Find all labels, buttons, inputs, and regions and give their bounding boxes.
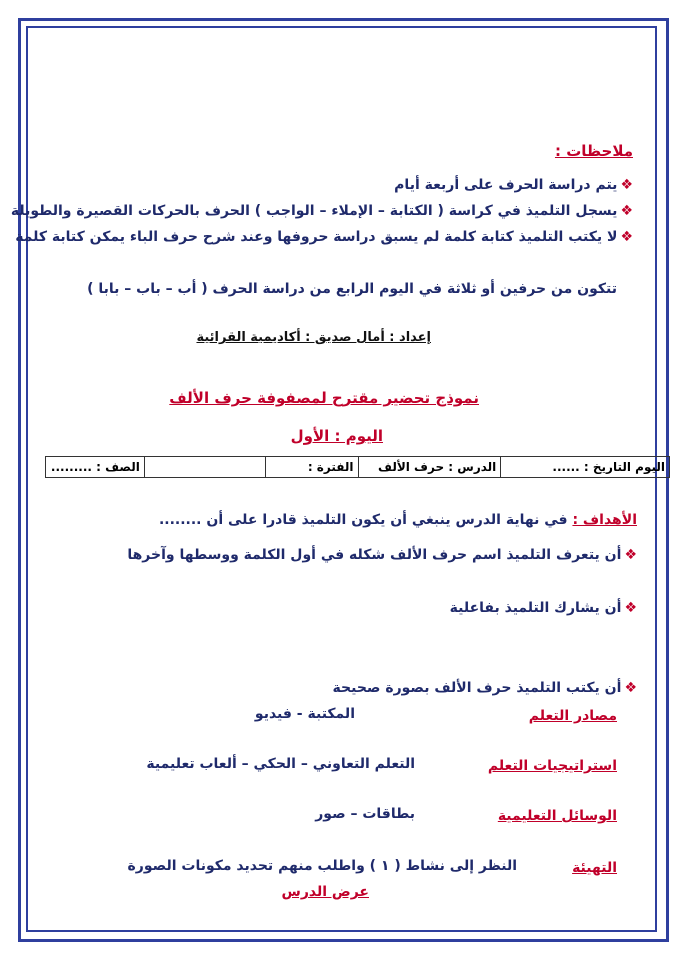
note-item: ❖لا يكتب التلميذ كتابة كلمة لم يسبق دراسة حروفها وعند شرح حرف الباء يمكن كتابة كلمة bbox=[15, 229, 633, 245]
note-continuation: تتكون من حرفين أو ثلاثة في اليوم الرابع من دراسة الحرف ( أب – باب – بابا ) bbox=[87, 281, 617, 297]
diamond-bullet-icon: ❖ bbox=[620, 177, 633, 193]
goals-line bbox=[159, 512, 637, 528]
goal-item: ❖أن يكتب التلميذ حرف الألف بصورة صحيحة bbox=[332, 680, 637, 696]
learning-resources-label: مصادر التعلم bbox=[528, 708, 617, 724]
diamond-bullet-icon: ❖ bbox=[624, 547, 637, 563]
lesson-info-table bbox=[45, 456, 670, 478]
warmup-label: التهيئة bbox=[572, 860, 617, 876]
goal-item: ❖أن يتعرف التلميذ اسم حرف الألف شكله في أول الكلمة ووسطها وآخرها bbox=[127, 547, 637, 563]
warmup-value: النظر إلى نشاط ( ١ ) واطلب منهم تحديد مكونات الصورة bbox=[127, 858, 517, 874]
goal-item: ❖أن يشارك التلميذ بفاعلية bbox=[449, 600, 637, 616]
diamond-bullet-icon: ❖ bbox=[624, 600, 637, 616]
learning-resources-value: المكتبة - فيديو bbox=[254, 706, 355, 722]
info-day-date: اليوم التاريخ : ...... bbox=[500, 457, 669, 477]
learning-strategies-label: استراتيجيات التعلم bbox=[487, 758, 617, 774]
info-lesson: الدرس : حرف الألف bbox=[358, 457, 501, 477]
notes-heading: ملاحظات : bbox=[554, 142, 633, 160]
model-title: نموذج تحضير مقترح لمصفوفة حرف الألف bbox=[169, 389, 479, 407]
page-border-inner bbox=[26, 26, 657, 932]
diamond-bullet-icon: ❖ bbox=[620, 229, 633, 245]
info-empty bbox=[144, 457, 265, 477]
diamond-bullet-icon: ❖ bbox=[620, 203, 633, 219]
note-item: ❖يسجل التلميذ في كراسة ( الكتابة – الإملاء – الواجب ) الحرف بالحركات القصيرة والطويلة bbox=[10, 203, 633, 219]
diamond-bullet-icon: ❖ bbox=[624, 680, 637, 696]
info-period: الفترة : bbox=[265, 457, 358, 477]
teaching-aids-label: الوسائل التعليمية bbox=[497, 808, 617, 824]
prepared-by: إعداد : أمال صديق : أكاديمية القرائية bbox=[196, 330, 431, 345]
goals-intro: في نهاية الدرس ينبغي أن يكون التلميذ قادرا على أن ........ bbox=[158, 512, 568, 528]
learning-strategies-value: التعلم التعاوني – الحكي – ألعاب تعليمية bbox=[146, 756, 415, 772]
lesson-presentation-heading: عرض الدرس bbox=[281, 884, 369, 900]
goals-label: الأهداف : bbox=[572, 512, 637, 528]
teaching-aids-value: بطاقات – صور bbox=[315, 806, 415, 822]
info-class: الصف : ......... bbox=[50, 460, 140, 474]
day-title: اليوم : الأول bbox=[290, 427, 383, 445]
note-item: ❖يتم دراسة الحرف على أربعة أيام bbox=[394, 177, 633, 193]
